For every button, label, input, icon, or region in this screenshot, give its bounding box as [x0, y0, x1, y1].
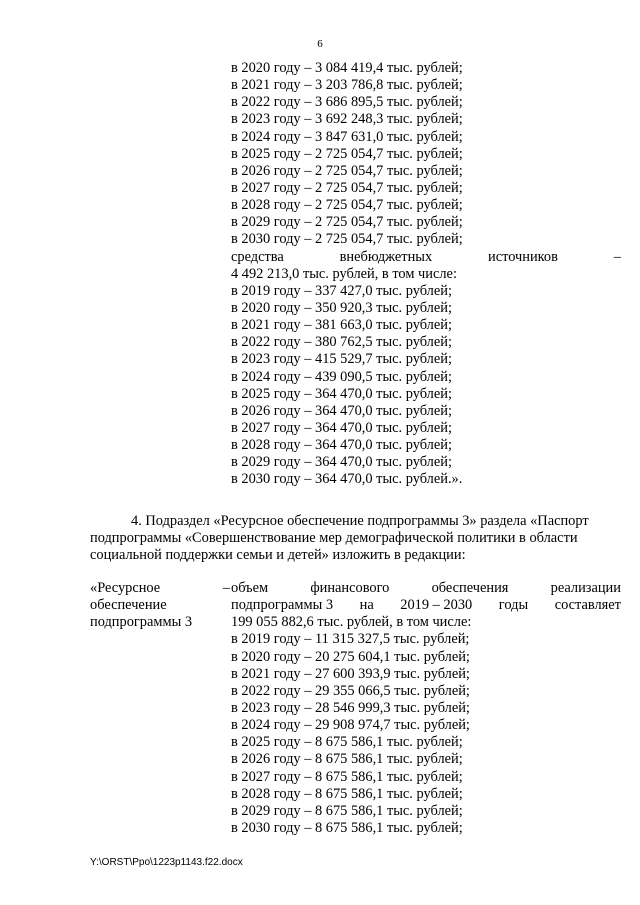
label-row	[90, 580, 230, 597]
word: источников	[488, 248, 558, 265]
label-row	[90, 614, 230, 631]
word: внебюджетных	[339, 248, 433, 265]
resource-line	[231, 580, 621, 597]
list-item: в 2026 году – 2 725 054,7 тыс. рублей;	[231, 162, 463, 179]
word: подпрограммы 3	[231, 597, 334, 614]
dash: –	[613, 248, 621, 265]
list-item: в 2023 году – 28 546 999,3 тыс. рублей;	[231, 699, 470, 716]
list-item: в 2020 году – 3 084 419,4 тыс. рублей;	[231, 60, 463, 76]
label-text: «Ресурсное	[90, 580, 161, 596]
list-item: в 2029 году – 8 675 586,1 тыс. рублей;	[231, 802, 463, 819]
list-item: в 2020 году – 350 920,3 тыс. рублей;	[231, 299, 452, 316]
list-item: в 2025 году – 2 725 054,7 тыс. рублей;	[231, 145, 463, 162]
list-item: в 2021 году – 3 203 786,8 тыс. рублей;	[231, 77, 463, 94]
word: годы	[498, 597, 529, 614]
resource-total: 199 055 882,6 тыс. рублей, в том числе:	[231, 614, 472, 631]
list-item: в 2024 году – 439 090,5 тыс. рублей;	[231, 368, 452, 385]
paragraph-line: подпрограммы «Совершенствование мер демографической политики в области	[90, 530, 578, 547]
list-item: в 2022 году – 380 762,5 тыс. рублей;	[231, 334, 452, 351]
list-item: в 2029 году – 364 470,0 тыс. рублей;	[231, 454, 452, 471]
list-item: в 2022 году – 3 686 895,5 тыс. рублей;	[231, 94, 463, 111]
list-item: в 2030 году – 8 675 586,1 тыс. рублей;	[231, 819, 463, 836]
page-number: 6	[317, 38, 323, 50]
extra-budget-heading	[231, 249, 621, 266]
list-item: в 2020 году – 20 275 604,1 тыс. рублей;	[231, 648, 470, 665]
word: финансового	[310, 580, 390, 596]
list-item: в 2027 году – 2 725 054,7 тыс. рублей;	[231, 179, 463, 196]
paragraph-line: социальной поддержки семьи и детей» изложить в редакции:	[90, 547, 466, 564]
footer-file-path: Y:\ORST\Ppo\1223p1143.f22.docx	[90, 857, 243, 868]
list-item: в 2021 году – 381 663,0 тыс. рублей;	[231, 317, 452, 334]
word: 2019 – 2030	[400, 597, 473, 614]
resource-line	[231, 597, 621, 614]
resource-body	[231, 580, 621, 837]
label-text: подпрограммы 3	[90, 614, 193, 631]
list-item: в 2030 году – 364 470,0 тыс. рублей.».	[231, 471, 463, 488]
list-item: в 2022 году – 29 355 066,5 тыс. рублей;	[231, 682, 470, 699]
top-year-list	[231, 60, 621, 489]
list-item: в 2023 году – 415 529,7 тыс. рублей;	[231, 351, 452, 368]
list-item: в 2026 году – 8 675 586,1 тыс. рублей;	[231, 751, 463, 768]
resource-label	[90, 580, 230, 631]
list-item: в 2024 году – 29 908 974,7 тыс. рублей;	[231, 717, 470, 734]
paragraph-4	[90, 513, 622, 564]
list-item: в 2025 году – 8 675 586,1 тыс. рублей;	[231, 734, 463, 751]
list-item: в 2030 году – 2 725 054,7 тыс. рублей;	[231, 231, 463, 248]
list-item: в 2029 году – 2 725 054,7 тыс. рублей;	[231, 214, 463, 231]
list-item: в 2024 году – 3 847 631,0 тыс. рублей;	[231, 128, 463, 145]
word: объем	[231, 580, 269, 596]
word: средства	[231, 248, 284, 265]
list-item: в 2027 году – 364 470,0 тыс. рублей;	[231, 419, 452, 436]
extra-budget-total: 4 492 213,0 тыс. рублей, в том числе:	[231, 265, 457, 282]
word: реализации	[550, 580, 621, 596]
list-item: в 2028 году – 364 470,0 тыс. рублей;	[231, 437, 452, 454]
list-item: в 2026 году – 364 470,0 тыс. рублей;	[231, 402, 452, 419]
paragraph-line: 4. Подраздел «Ресурсное обеспечение подпрограммы 3» раздела «Паспорт	[131, 513, 589, 529]
list-item: в 2019 году – 337 427,0 тыс. рублей;	[231, 282, 452, 299]
list-item: в 2028 году – 2 725 054,7 тыс. рублей;	[231, 197, 463, 214]
word: составляет	[554, 597, 621, 614]
label-row	[90, 597, 230, 614]
word: обеспечения	[431, 580, 509, 596]
list-item: в 2023 году – 3 692 248,3 тыс. рублей;	[231, 111, 463, 128]
list-item: в 2027 году – 8 675 586,1 тыс. рублей;	[231, 768, 463, 785]
word: на	[359, 597, 374, 614]
label-text: обеспечение	[90, 597, 167, 614]
list-item: в 2025 году – 364 470,0 тыс. рублей;	[231, 385, 452, 402]
list-item: в 2021 году – 27 600 393,9 тыс. рублей;	[231, 665, 470, 682]
list-item: в 2019 году – 11 315 327,5 тыс. рублей;	[231, 631, 470, 648]
list-item: в 2028 году – 8 675 586,1 тыс. рублей;	[231, 785, 463, 802]
dash: –	[222, 580, 230, 596]
